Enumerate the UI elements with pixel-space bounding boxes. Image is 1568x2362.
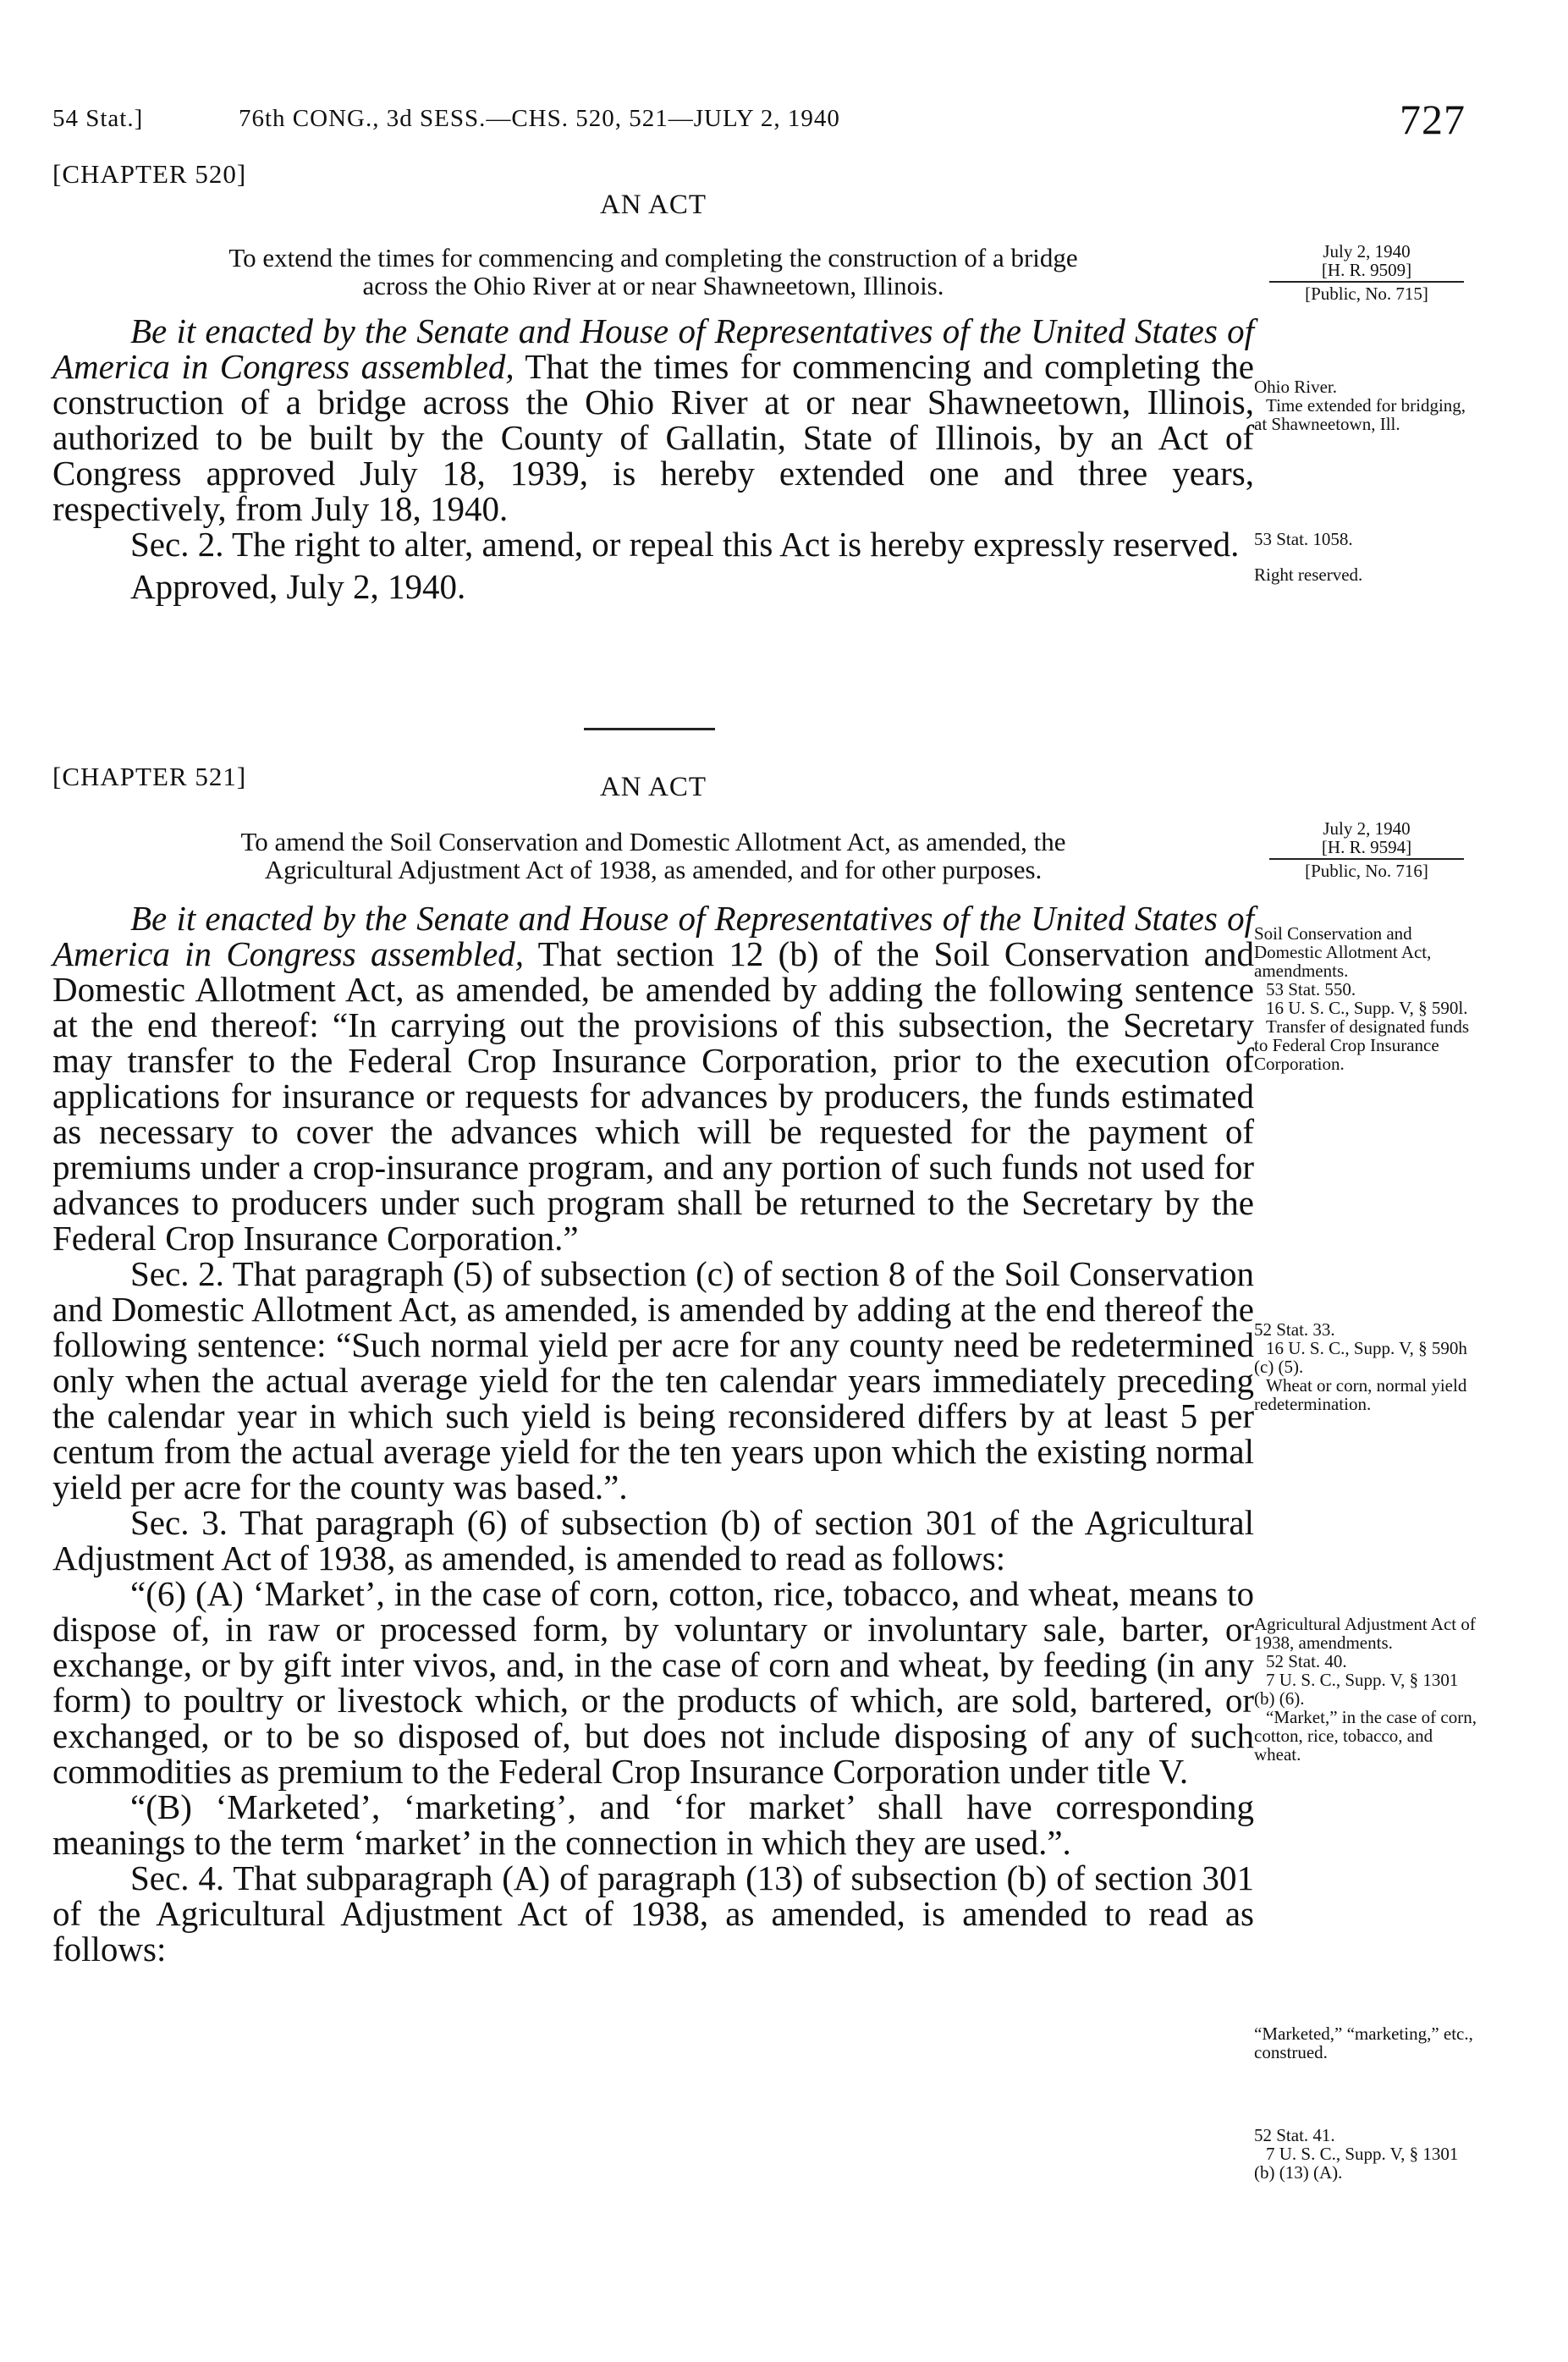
- section-3: Sec. 3. That paragraph (6) of subsection (b) of section 301 of the Agricultural Adjustment Act of 1938, as amended, is amended to read as follows:: [52, 1503, 1254, 1577]
- margin-note-normal-yield: [1254, 1320, 1483, 1413]
- chapter-520-label: [CHAPTER 520]: [52, 159, 247, 189]
- margin-note-text: Time extended for bridging, at Shawneetown, Ill.: [1254, 395, 1466, 434]
- approval-date: July 2, 1940: [1323, 818, 1411, 839]
- running-head: [52, 95, 1466, 146]
- chapter-520-act-heading: AN ACT: [599, 190, 707, 220]
- margin-note-heading: Ohio River.: [1254, 377, 1337, 397]
- section-4: Sec. 4. That subparagraph (A) of paragraph (13) of subsection (b) of section 301 of the Agricultural Adjustment Act of 1938, as amended, is amended to read as follows:: [52, 1858, 1254, 1968]
- margin-note-text: Wheat or corn, normal yield redetermination.: [1254, 1375, 1467, 1414]
- margin-note-citation: 7 U. S. C., Supp. V, § 1301 (b) (6).: [1254, 1670, 1459, 1709]
- section-2: Sec. 2. The right to alter, amend, or repeal this Act is hereby expressly reserved.: [130, 525, 1240, 564]
- purpose-line: across the Ohio River at or near Shawneetown, Illinois.: [362, 271, 944, 300]
- chapter-520-body: [52, 313, 1254, 604]
- page-number: 727: [1400, 96, 1466, 143]
- margin-note-subparagraph-a: [1254, 2126, 1483, 2182]
- margin-note-citation: 16 U. S. C., Supp. V, § 590l.: [1266, 998, 1468, 1018]
- section-2: Sec. 2. That paragraph (5) of subsection (c) of section 8 of the Soil Conservation and Domestic Allotment Act, as amended, is amended by adding at the end thereof the following sentence: “Such normal yield per acre for any county need be redetermined only when the actual average yield for the ten calendar years immediately preceding the calendar year in which such yield is being reconsidered differs by at least 5 per centum from the actual average yield for the ten years upon which the existing normal yield per acre for the county was based.”.: [52, 1254, 1254, 1506]
- session-line: 76th CONG., 3d SESS.—CHS. 520, 521—JULY 2, 1940: [239, 105, 840, 132]
- enacting-clause: Be it enacted by the Senate and House of Representatives of the United States of America in Congress assembled,: [52, 311, 1254, 386]
- stat-volume: 54 Stat.]: [52, 105, 144, 132]
- section-1-text: That section 12 (b) of the Soil Conservation and Domestic Allotment Act, as amended, be amended by adding the following sentence at the end thereof: “In carrying out the provisions of this subsection, the Secretary may transfer to the Federal Crop Insurance Corporation, prior to the execution of applications for insurance or requests for advances by producers, the funds estimated as necessary to cover the advances which will be requested for the payment of premiums under a crop-insurance program, and any portion of such funds not used for advances to producers under such program shall be returned to the Secretary by the Federal Crop Insurance Corporation.”: [52, 934, 1255, 1258]
- margin-note-citation: 53 Stat. 1058.: [1254, 529, 1353, 549]
- public-law-number: [Public, No. 716]: [1269, 858, 1464, 880]
- bill-number: [H. R. 9509]: [1321, 260, 1412, 280]
- margin-note-right-reserved: Right reserved.: [1254, 564, 1363, 585]
- margin-note-citation: 16 U. S. C., Supp. V, § 590h (c) (5).: [1254, 1338, 1467, 1377]
- chapter-521-act-heading: AN ACT: [599, 772, 707, 802]
- margin-note-heading: Agricultural Adjustment Act of 1938, amendments.: [1254, 1614, 1476, 1653]
- purpose-line: To extend the times for commencing and completing the construction of a bridge: [228, 243, 1078, 273]
- paragraph-6a: “(6) (A) ‘Market’, in the case of corn, cotton, rice, tobacco, and wheat, means to dispose of, in raw or processed form, by voluntary or involuntary sale, barter, or exchange, or by gift inter vivos, and, in the case of corn and wheat, by feeding (in any form) to poultry or livestock which, or the products of which, are sold, bartered, or exchanged, or to be so disposed of, but does not include disposing of any of such commodities as premium to the Federal Crop Insurance Corporation under title V.: [52, 1574, 1254, 1791]
- margin-note-agricultural-adjustment: [1254, 1615, 1483, 1764]
- margin-note-ohio-river: [1254, 377, 1483, 433]
- bill-number: [H. R. 9594]: [1321, 837, 1412, 857]
- margin-note-marketed: “Marketed,” “marketing,” etc., construed.: [1254, 2023, 1473, 2062]
- chapter-521-label: [CHAPTER 521]: [52, 762, 247, 791]
- margin-note-citation: 52 Stat. 40.: [1266, 1651, 1347, 1671]
- section-1: [52, 900, 1254, 1256]
- chapter-521-purpose: [52, 828, 1254, 884]
- approval-date: July 2, 1940: [1323, 241, 1411, 262]
- margin-note-citation: 52 Stat. 33.: [1254, 1319, 1335, 1340]
- public-law-number: [Public, No. 715]: [1269, 281, 1464, 303]
- margin-note-citation: 53 Stat. 550.: [1266, 979, 1356, 999]
- margin-note-soil-conservation: [1254, 924, 1483, 1073]
- purpose-line: To amend the Soil Conservation and Domestic Allotment Act, as amended, the: [240, 827, 1066, 856]
- margin-note-text: Transfer of designated funds to Federal Crop Insurance Corporation.: [1254, 1016, 1470, 1074]
- chapter-521-body: [52, 900, 1254, 1967]
- purpose-line: Agricultural Adjustment Act of 1938, as amended, and for other purposes.: [264, 855, 1043, 884]
- chapter-521-bill-info: [1261, 819, 1472, 880]
- paragraph-6b: “(B) ‘Marketed’, ‘marketing’, and ‘for market’ shall have corresponding meanings to the term ‘market’ in the connection in which they are used.”.: [52, 1787, 1254, 1862]
- approval-line: Approved, July 2, 1940.: [130, 567, 466, 606]
- enacting-clause: Be it enacted by the Senate and House of Representatives of the United States of America in Congress assembled,: [52, 899, 1254, 973]
- chapter-520-bill-info: [1261, 242, 1472, 303]
- margin-note-text: “Market,” in the case of corn, cotton, rice, tobacco, and wheat.: [1254, 1707, 1477, 1765]
- section-1-text: That the times for commencing and completing the construction of a bridge across the Ohio River at or near Shawneetown, Illinois, authorized to be built by the County of Gallatin, State of Illinois, by an Act of Congress approved July 18, 1939, is hereby extended one and three years, respectively, from July 18, 1940.: [52, 347, 1254, 528]
- margin-note-citation: 52 Stat. 41.: [1254, 2125, 1335, 2145]
- section-1: [52, 313, 1254, 526]
- margin-note-heading: Soil Conservation and Domestic Allotment Act, amendments.: [1254, 923, 1432, 981]
- chapter-520-purpose: [52, 244, 1254, 300]
- chapter-divider: [584, 728, 715, 730]
- margin-note-citation: 7 U. S. C., Supp. V, § 1301 (b) (13) (A).: [1254, 2144, 1459, 2183]
